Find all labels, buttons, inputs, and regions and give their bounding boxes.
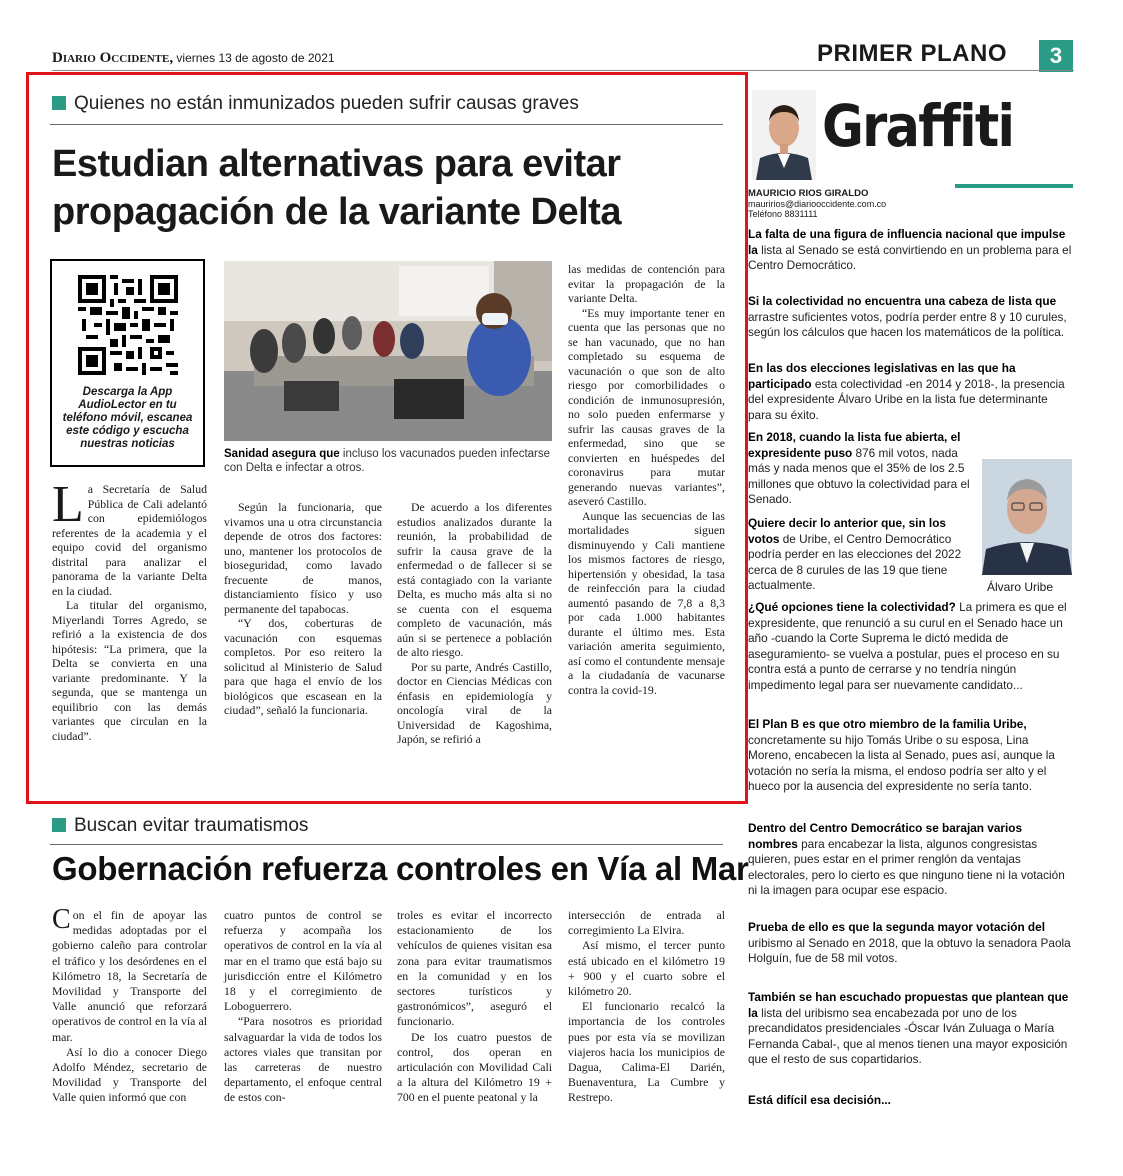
second-headline: Gobernación refuerza controles en Vía al Mar [52, 850, 749, 887]
paragraph: El funcionario recalcó la importancia de los controles pues por esta vía se movilizan viajeros hacia los municipios de Dagua, Calima-El Darién, Buenaventura, La Cumbre y Restrepo. [568, 999, 725, 1105]
qr-code-icon [78, 275, 178, 375]
graffiti-paragraph: La falta de una figura de influencia nacional que impulse la lista al Senado se está convirtiendo en un problema para el Centro Democrático. [748, 227, 1072, 272]
second-story-column-3 [397, 908, 552, 1106]
paragraph: De los cuatro puestos de control, dos operan en articulación con Movilidad Cali a la altura del Kilómetro 19 + 700 en el puente peatonal y la [397, 1029, 552, 1105]
paragraph: “Y dos, coberturas de vacunación con esquemas completos. Por eso reitero la solicitud al Ministerio de Salud para que haga el envío de los biológicos que escasean en la ciudad”, señaló la funcionaria. [224, 616, 382, 717]
paragraph: troles es evitar el incorrecto estacionamiento de los vehículos de quienes visitan esa zona para evitar traumatismos en la comunidad y en los sectores turísticos y gastronómicos”, aseguró el funcionario. [397, 908, 552, 1029]
graffiti-paragraph: ¿Qué opciones tiene la colectividad? La primera es que el expresidente, que renunció a su curul en el Senado hace un año -cuando la Corte Suprema le dictó medida de aseguramiento- se vuelva a postular, pues el proceso en su contra está a punto de cerrarse y no tendría ningún impedimento legal para ser nuevamente candidato... [748, 600, 1067, 692]
columnist-phone: Teléfono 8831111 [748, 209, 818, 219]
second-story-column-4 [568, 908, 725, 1106]
main-story-column-4 [568, 262, 725, 697]
issue-date: viernes 13 de agosto de 2021 [176, 51, 335, 65]
graffiti-paragraph: El Plan B es que otro miembro de la familia Uribe, concretamente su hijo Tomás Uribe o su esposa, Lina Moreno, encabecen la lista al Senado, pues así, aunque la votación no sería la misma, el endoso podría ser alto y el hueco por la ausencia del expresidente no sería tanto. [748, 717, 1055, 793]
second-story-column-1 [52, 904, 207, 1106]
square-bullet-icon [52, 818, 66, 832]
paragraph: a Secretaría de Salud Pública de Cali adelantó con epidemiólogos referentes de la academia y el equipo covid del organismo distrital para analizar el panorama de la variante Delta en la ciudad. [52, 482, 207, 598]
graffiti-paragraph: Quiere decir lo anterior que, sin los votos de Uribe, el Centro Democrático podría perder en las elecciones del 2022 cerca de 8 curules de las 19 que tiene actualmente. [748, 516, 962, 592]
main-story-kicker-text: Quienes no están inmunizados pueden sufrir causas graves [74, 93, 579, 114]
photo-caption [224, 447, 554, 475]
graffiti-paragraph: Dentro del Centro Democrático se barajan varios nombres para encabezar la lista, algunos congresistas quieren, pues estar en el primer renglón da ventajas electorales, pero lo cierto es que ninguno tiene ni la votación ni la imagen para ocupar ese espacio. [748, 821, 1065, 897]
graffiti-paragraph: En 2018, cuando la lista fue abierta, el expresidente puso 876 mil votos, nada más y nada menos que el 35% de los 2.5 millones que obtuvo la colectividad para el Senado. [748, 430, 970, 506]
paragraph: Así mismo, el tercer punto está ubicado en el kilómetro 19 + 900 y el cuarto sobre el kilómetro 20. [568, 938, 725, 999]
paragraph: “Para nosotros es prioridad salvaguardar la vida de todos los actores viales que transitan por las carreteras de nuestro departamento, el enfoque central de estos con- [224, 1014, 382, 1105]
square-bullet-icon [52, 96, 66, 110]
paragraph: Según la funcionaria, que vivamos una u otra circunstancia depende de otros dos factores: uno, mantener los protocolos de bioseguridad, como lavado frecuente de manos, distanciamiento físico y uso permanente del tapabocas. [224, 500, 382, 616]
main-headline-line-1: Estudian alternativas para evitar [52, 143, 621, 185]
columnist-name: MAURICIO RIOS GIRALDO [748, 188, 869, 199]
alvaro-uribe-photo [982, 459, 1072, 575]
dropcap: C [52, 904, 71, 935]
second-story-kicker [52, 815, 308, 837]
dropcap: L [52, 476, 84, 533]
columnist-photo [752, 90, 816, 180]
paragraph: Por su parte, Andrés Castillo, doctor en Ciencias Médicas con énfasis en epidemiología y oncología viral de la Universidad de Kagoshima, Japón, se refirió a [397, 659, 552, 746]
photo-caption-text: incluso los vacunados pueden infectarse con Delta e infectar a otros. [224, 448, 551, 474]
kicker-divider [50, 844, 723, 845]
paragraph: “Es muy importante tener en cuenta que las personas que no se han vacunado, que no han completado su esquema de vacunación o que son de alto riesgo por comorbilidades o condición de inmunosupresión, no solo pueden enfermarse y sufrir las causas graves de la enfermedad, sino que se convierten en huéspedes del coronavirus para mutar generando nuevas variantes”, aseveró Castillo. [568, 305, 725, 508]
main-headline [52, 140, 732, 236]
newspaper-brand: Diario Occidente, [52, 50, 174, 66]
main-story-column-1 [52, 476, 207, 743]
main-story-photo [224, 261, 552, 441]
paragraph: De acuerdo a los diferentes estudios analizados durante la reunión, la probabilidad de sufrir la causa grave de la enfermedad o de fallecer si se está contagiado con la variante Delta, es mucho más alta si no se cuenta con el esquema completo de vacunación, más aún si se pertenece a población de alto riesgo. [397, 500, 552, 659]
qr-promo-box [50, 259, 205, 467]
graffiti-title: Graffiti [822, 92, 1014, 160]
paragraph: La titular del organismo, Miyerlandi Torres Agredo, se refirió a la existencia de dos hipótesis: “La primera, que la Delta se convierta en una variante predominante. Y la segunda, que se mantenga un equilibrio con las demás variantes que circulan en la ciudad”. [52, 598, 207, 743]
qr-promo-text: Descarga la App AudioLector en tu teléfono móvil, escanea este código y escucha nuestras noticias [62, 386, 193, 450]
masthead [52, 50, 335, 67]
paragraph: las medidas de contención para evitar la propagación de la variante Delta. [568, 262, 725, 305]
graffiti-paragraph: En las dos elecciones legislativas en las que ha participado esta colectividad -en 2014 y 2018-, la presencia del expresidente Álvaro Uribe en la lista fue determinante para su éxito. [748, 361, 1065, 422]
main-story-kicker [52, 93, 579, 115]
photo-caption-bold: Sanidad asegura que [224, 448, 340, 460]
page-number: 3 [1039, 40, 1073, 72]
paragraph: intersección de entrada al corregimiento La Elvira. [568, 908, 725, 938]
kicker-divider [50, 124, 723, 125]
columnist-email: mauririos@diariooccidente.com.co [748, 199, 887, 209]
alvaro-uribe-caption: Álvaro Uribe [987, 580, 1054, 594]
main-story-column-3 [397, 500, 552, 747]
graffiti-paragraph: Prueba de ello es que la segunda mayor votación del uribismo al Senado en 2018, que la obtuvo la senadora Paola Holguín, fue de 58 mil votos. [748, 920, 1071, 965]
graffiti-accent-bar [955, 184, 1073, 188]
main-story-column-2 [224, 500, 382, 718]
paragraph: Así lo dio a conocer Diego Adolfo Méndez, secretario de Movilidad y Transporte del Valle quien informó que con [52, 1044, 207, 1105]
paragraph: on el fin de apoyar las medidas adoptadas por el gobierno caleño para controlar el tráfico y los desórdenes en el Kilómetro 18, la Secretaría de Movilidad y Transporte del Valle anunció que reforzará operativos de control en la vía al mar. [52, 908, 207, 1044]
main-headline-line-2: propagación de la variante Delta [52, 191, 621, 233]
graffiti-paragraph: Está difícil esa decisión... [748, 1093, 891, 1107]
paragraph: cuatro puntos de control se refuerza y acompaña los operativos de control en la vía al mar en el tramo que está bajo su jurisdicción entre el Kilómetro 18 y el corregimiento de Loboguerrero. [224, 908, 382, 1014]
graffiti-paragraph: También se han escuchado propuestas que plantean que la lista del uribismo sea encabezada por uno de los precandidatos presidenciales -Óscar Iván Zuluaga o María Fernanda Cabal-, que al menos tienen una mayor exposición que el resto de sus copartidarios. [748, 990, 1069, 1066]
section-label: PRIMER PLANO [817, 40, 1008, 67]
paragraph: Aunque las secuencias de las mortalidades siguen disminuyendo y Cali mantiene los mismos factores de riesgo, hipertensión y obesidad, la tasa de reinfección para la ciudad aumentó pasando de 7,8 a 8,3 por cada 1.000 habitantes durante el último mes. Esta variación amerita seguimiento, así como el contundente mensaje a la ciudadanía de vacunarse contra la covid-19. [568, 508, 725, 697]
second-story-kicker-text: Buscan evitar traumatismos [74, 815, 309, 836]
header-divider [52, 70, 1074, 71]
second-story-column-2 [224, 908, 382, 1106]
graffiti-paragraph: Si la colectividad no encuentra una cabeza de lista que arrastre suficientes votos, podría perder entre 8 y 10 curules, según los cálculos que hacen los matemáticos de la política. [748, 294, 1067, 339]
